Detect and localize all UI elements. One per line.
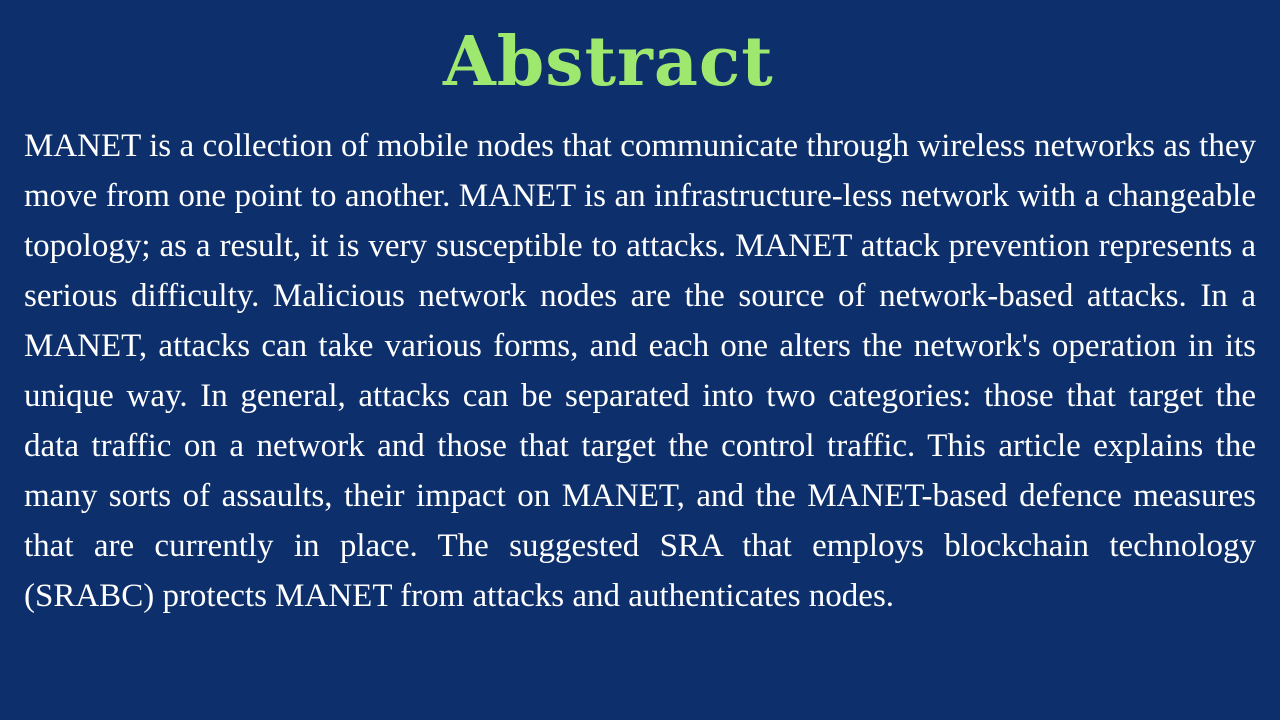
- slide-title: Abstract: [443, 22, 774, 102]
- abstract-paragraph: MANET is a collection of mobile nodes that communicate through wireless networks as they move from one point to another. MANET is an infrastructure-less network with a changeable topology; as a result, it is very susceptible to attacks. MANET attack prevention represents a serious difficulty. Malicious network nodes are the source of network-based attacks. In a MANET, attacks can take various forms, and each one alters the network's operation in its unique way. In general, attacks can be separated into two categories: those that target the data traffic on a network and those that target the control traffic. This article explains the many sorts of assaults, their impact on MANET, and the MANET-based defence measures that are currently in place. The suggested SRA that employs blockchain technology (SRABC) protects MANET from attacks and authenticates nodes.: [24, 128, 1256, 614]
